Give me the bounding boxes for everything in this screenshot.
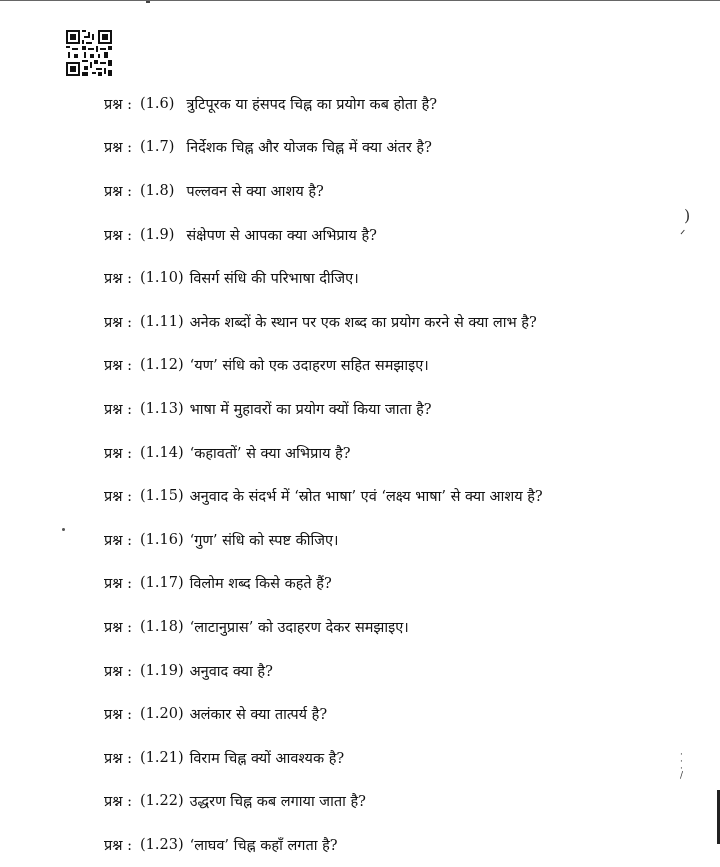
margin-dot-marks: · · · / [680,750,684,781]
question-item [104,344,664,388]
question-prefix: प्रश्न : [104,271,132,288]
question-item [104,474,664,518]
question-text: ‘यण’ संधि को एक उदाहरण सहित समझाइए। [189,358,429,375]
margin-paren-mark: ) [684,206,691,225]
question-item [104,256,664,300]
question-number: (1.9) [140,226,175,243]
question-list [104,82,664,867]
question-item [104,213,664,257]
question-prefix: प्रश्न : [104,314,132,331]
question-item [104,431,664,475]
question-text: अलंकार से क्या तात्पर्य है? [189,707,328,724]
question-text: अनुवाद क्या है? [189,663,273,680]
question-number: (1.18) [140,618,184,635]
question-text: ‘गुण’ संधि को स्पष्ट कीजिए। [189,532,339,549]
question-item [104,518,664,562]
question-prefix: प्रश्न : [104,750,132,767]
question-text: विलोम शब्द किसे कहते हैं? [189,576,332,593]
question-item [104,736,664,780]
question-text: अनुवाद के संदर्भ में ‘स्रोत भाषा’ एवं ‘लक्ष्य भाषा’ से क्या आशय है? [189,489,543,506]
question-number: (1.8) [140,182,175,199]
question-prefix: प्रश्न : [104,619,132,636]
question-prefix: प्रश्न : [104,227,132,244]
question-text: संक्षेपण से आपका क्या अभिप्राय है? [186,227,377,244]
question-number: (1.14) [140,444,184,461]
question-number: (1.13) [140,400,184,417]
question-prefix: प्रश्न : [104,140,132,157]
question-item [104,387,664,431]
question-number: (1.19) [140,662,184,679]
question-text: विसर्ग संधि की परिभाषा दीजिए। [189,271,359,288]
question-item [104,605,664,649]
question-item [104,82,664,126]
question-text: ‘लाघव’ चिह्न कहाँ लगता है? [189,837,338,854]
margin-dot [62,528,65,531]
question-prefix: प्रश्न : [104,401,132,418]
question-number: (1.17) [140,575,184,592]
question-prefix: प्रश्न : [104,445,132,462]
question-number: (1.20) [140,706,184,723]
question-text: अनेक शब्दों के स्थान पर एक शब्द का प्रयोग करने से क्या लाभ है? [189,314,537,331]
question-item [104,823,664,867]
question-item [104,562,664,606]
question-number: (1.10) [140,270,184,287]
question-text: विराम चिह्न क्यों आवश्यक है? [189,750,345,767]
question-prefix: प्रश्न : [104,183,132,200]
scan-mark [146,1,150,3]
question-text: त्रुटिपूरक या हंसपद चिह्न का प्रयोग कब होता है? [186,96,438,113]
question-prefix: प्रश्न : [104,489,132,506]
question-prefix: प्रश्न : [104,837,132,854]
question-number: (1.21) [140,749,184,766]
question-text: उद्धरण चिह्न कब लगाया जाता है? [189,794,366,811]
question-prefix: प्रश्न : [104,96,132,113]
question-number: (1.16) [140,531,184,548]
question-number: (1.6) [140,95,175,112]
question-item [104,649,664,693]
question-text: पल्लवन से क्या आशय है? [186,183,324,200]
question-prefix: प्रश्न : [104,794,132,811]
question-number: (1.7) [140,139,175,156]
question-number: (1.15) [140,488,184,505]
question-prefix: प्रश्न : [104,358,132,375]
question-number: (1.12) [140,357,184,374]
question-item [104,169,664,213]
question-text: ‘लाटानुप्रास’ को उदाहरण देकर समझाइए। [189,619,409,636]
question-prefix: प्रश्न : [104,663,132,680]
question-item [104,126,664,170]
question-number: (1.23) [140,836,184,853]
question-item [104,692,664,736]
qr-code-icon [66,30,112,76]
question-item [104,300,664,344]
page-top-border [0,0,720,1]
question-prefix: प्रश्न : [104,576,132,593]
question-number: (1.11) [140,313,184,330]
question-text: भाषा में मुहावरों का प्रयोग क्यों किया जाता है? [189,401,432,418]
question-number: (1.22) [140,793,184,810]
question-prefix: प्रश्न : [104,707,132,724]
question-prefix: प्रश्न : [104,532,132,549]
question-text: ‘कहावतों’ से क्या अभिप्राय है? [189,445,351,462]
question-text: निर्देशक चिह्न और योजक चिह्न में क्या अंतर है? [186,140,432,157]
question-item [104,780,664,824]
margin-hook-mark: ᐟ [680,228,686,243]
